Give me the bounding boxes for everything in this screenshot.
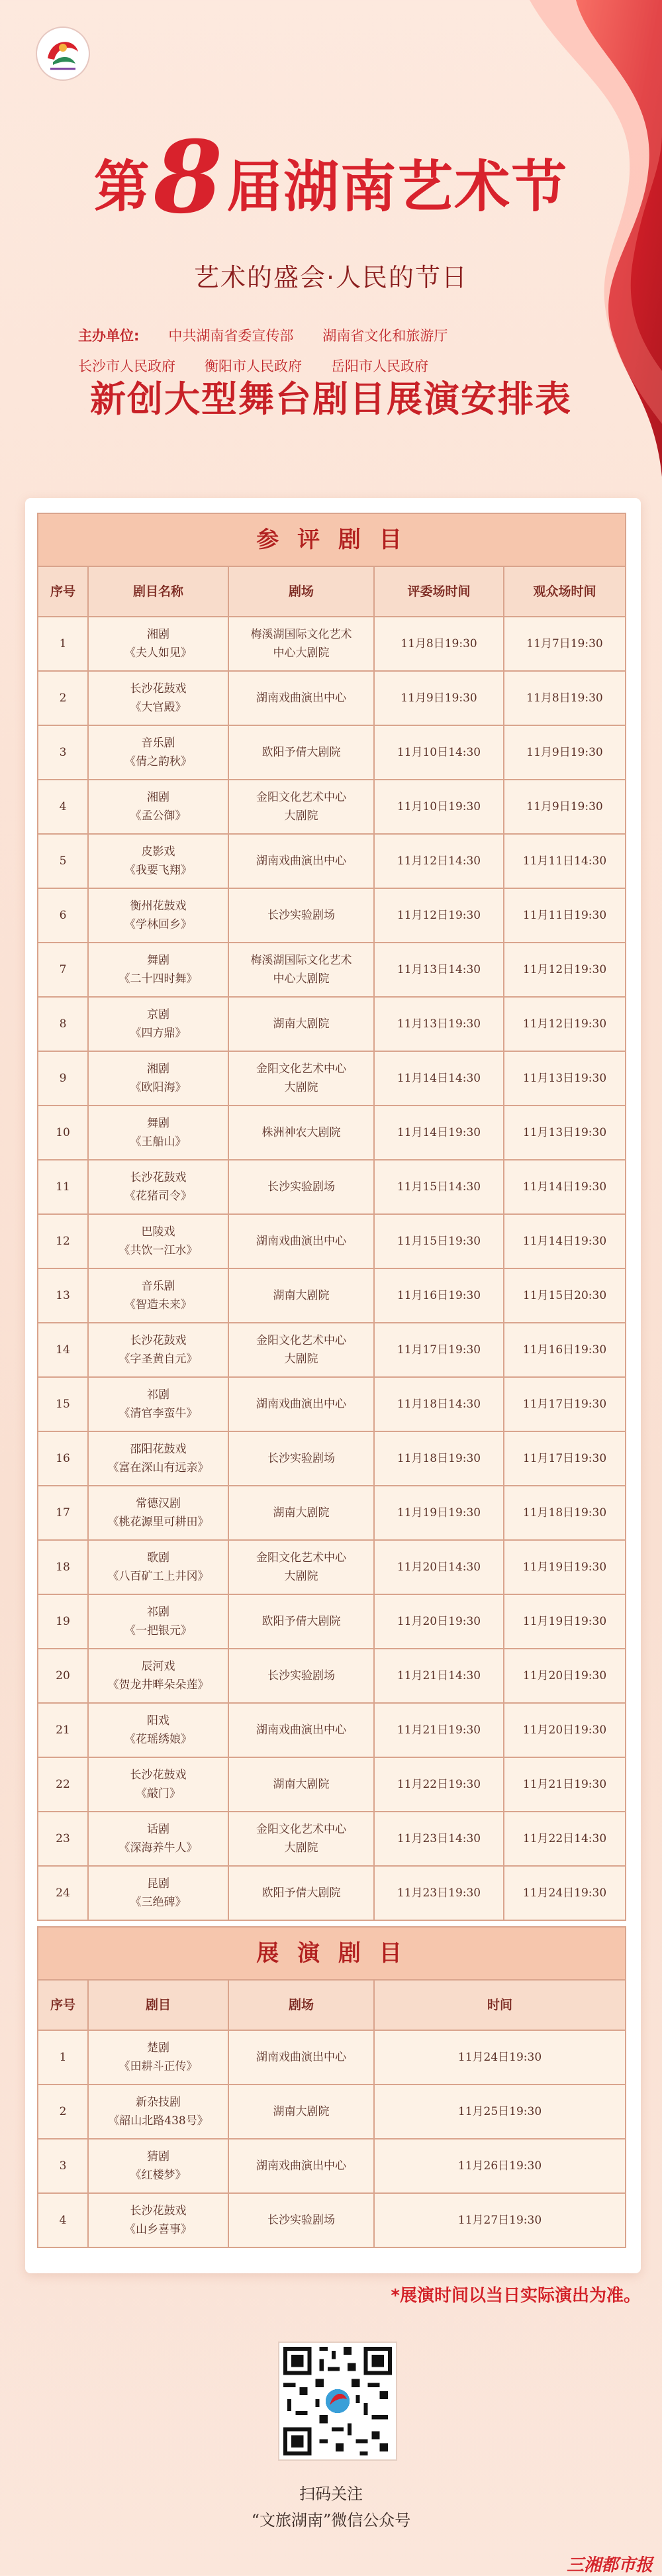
- audience-time: 11月14日19:30: [504, 1214, 626, 1268]
- judge-time: 11月8日19:30: [374, 617, 504, 671]
- audience-time: 11月9日19:30: [504, 725, 626, 780]
- row-number: 2: [38, 671, 88, 725]
- column-header: 评委场时间: [374, 566, 504, 617]
- audience-time: 11月21日19:30: [504, 1757, 626, 1812]
- audience-time: 11月18日19:30: [504, 1486, 626, 1540]
- venue-line: 中心大剧院: [273, 972, 330, 986]
- row-number: 23: [38, 1812, 88, 1866]
- play-genre: 长沙花鼓戏: [130, 2204, 187, 2218]
- venue: [228, 943, 374, 997]
- play-name: 《八百矿工上井冈》: [107, 1570, 209, 1583]
- play-title: [88, 997, 228, 1051]
- play-name: 《富在深山有远亲》: [107, 1461, 209, 1474]
- judge-time: 11月12日19:30: [374, 888, 504, 943]
- judge-time: 11月23日14:30: [374, 1812, 504, 1866]
- play-genre: 长沙花鼓戏: [130, 682, 187, 696]
- competition-section-header: [38, 513, 626, 566]
- competition-row: [38, 943, 626, 997]
- festival-slogan: 艺术的盛会·人民的节日: [193, 263, 469, 292]
- venue: [228, 1649, 374, 1703]
- competition-row: [38, 1160, 626, 1214]
- venue-line: 大剧院: [284, 809, 318, 823]
- venue-line: 长沙实验剧场: [267, 1180, 335, 1194]
- host-item: 衡阳市人民政府: [205, 358, 302, 374]
- showcase-row: [38, 2193, 626, 2247]
- play-genre: 衡州花鼓戏: [130, 900, 187, 913]
- competition-row: [38, 1268, 626, 1323]
- host-item: 长沙市人民政府: [78, 358, 175, 374]
- competition-row: [38, 780, 626, 834]
- row-number: 20: [38, 1649, 88, 1703]
- venue-line: 长沙实验剧场: [267, 1452, 335, 1465]
- judge-time: 11月9日19:30: [374, 671, 504, 725]
- audience-time: 11月19日19:30: [504, 1540, 626, 1594]
- venue-line: 欧阳予倩大剧院: [261, 1886, 341, 1900]
- audience-time: 11月16日19:30: [504, 1323, 626, 1377]
- play-genre: 猜剧: [147, 2150, 169, 2163]
- play-name: 《贺龙井畔朵朵莲》: [107, 1678, 209, 1692]
- venue: [228, 1268, 374, 1323]
- audience-time: 11月13日19:30: [504, 1106, 626, 1160]
- play-name: 《清官李蛮牛》: [118, 1407, 198, 1420]
- column-header: 剧场: [228, 566, 374, 617]
- column-header: 序号: [38, 1980, 88, 2030]
- play-title: [88, 943, 228, 997]
- play-genre: 新杂技剧: [136, 2096, 181, 2109]
- venue: [228, 1757, 374, 1812]
- play-title: [88, 1594, 228, 1649]
- play-genre: 祁剧: [147, 1388, 169, 1402]
- play-genre: 楚剧: [147, 2041, 169, 2055]
- audience-time: 11月15日20:30: [504, 1268, 626, 1323]
- play-genre: 辰河戏: [141, 1660, 175, 1673]
- row-number: 1: [38, 2030, 88, 2085]
- venue-line: 湖南大剧院: [273, 1506, 330, 1520]
- competition-row: [38, 1540, 626, 1594]
- show-time: 11月25日19:30: [374, 2085, 626, 2139]
- row-number: 4: [38, 780, 88, 834]
- play-title: [88, 1323, 228, 1377]
- competition-row: [38, 617, 626, 671]
- audience-time: 11月11日19:30: [504, 888, 626, 943]
- judge-time: 11月17日19:30: [374, 1323, 504, 1377]
- qr-code[interactable]: [278, 2342, 397, 2461]
- play-title: [88, 1703, 228, 1757]
- wechat-account-name: “文旅湖南”微信公众号: [251, 2511, 411, 2530]
- play-title: [88, 1214, 228, 1268]
- column-header: 剧目: [88, 1980, 228, 2030]
- row-number: 12: [38, 1214, 88, 1268]
- audience-time: 11月19日19:30: [504, 1594, 626, 1649]
- scan-instruction: 扫码关注: [299, 2485, 363, 2503]
- play-name: 《欧阳海》: [130, 1081, 187, 1094]
- judge-time: 11月20日19:30: [374, 1594, 504, 1649]
- audience-time: 11月12日19:30: [504, 943, 626, 997]
- play-genre: 话剧: [147, 1823, 169, 1836]
- competition-row: [38, 1377, 626, 1431]
- judge-time: 11月22日19:30: [374, 1757, 504, 1812]
- play-title: [88, 780, 228, 834]
- venue: [228, 1160, 374, 1214]
- row-number: 14: [38, 1323, 88, 1377]
- judge-time: 11月21日14:30: [374, 1649, 504, 1703]
- audience-time: 11月13日19:30: [504, 1051, 626, 1106]
- competition-row: [38, 1866, 626, 1920]
- judge-time: 11月10日14:30: [374, 725, 504, 780]
- play-title: [88, 1540, 228, 1594]
- show-time: 11月26日19:30: [374, 2139, 626, 2193]
- host-item: 湖南省文化和旅游厅: [322, 328, 448, 344]
- play-genre: 长沙花鼓戏: [130, 1769, 187, 1782]
- title-prefix: 第: [93, 154, 151, 219]
- column-header: 剧目名称: [88, 566, 228, 617]
- audience-time: 11月22日14:30: [504, 1812, 626, 1866]
- row-number: 21: [38, 1703, 88, 1757]
- venue-line: 大剧院: [284, 1570, 318, 1583]
- venue-line: 湖南大剧院: [273, 1289, 330, 1302]
- judge-time: 11月21日19:30: [374, 1703, 504, 1757]
- host-item: 岳阳市人民政府: [331, 358, 428, 374]
- competition-row: [38, 671, 626, 725]
- showcase-column-headers: [38, 1980, 626, 2030]
- venue-line: 大剧院: [284, 1081, 318, 1094]
- competition-row: [38, 1214, 626, 1268]
- row-number: 17: [38, 1486, 88, 1540]
- audience-time: 11月7日19:30: [504, 617, 626, 671]
- venue-line: 欧阳予倩大剧院: [261, 1615, 341, 1628]
- play-genre: 音乐剧: [141, 737, 175, 750]
- row-number: 13: [38, 1268, 88, 1323]
- venue: 湖南大剧院: [228, 2085, 374, 2139]
- showcase-table: [37, 1926, 626, 2248]
- showcase-section-title: 展 演 剧 目: [38, 1927, 626, 1980]
- play-genre: 邵阳花鼓戏: [130, 1443, 187, 1456]
- venue: [228, 1051, 374, 1106]
- row-number: 18: [38, 1540, 88, 1594]
- play-genre: 常德汉剧: [136, 1497, 181, 1510]
- schedule-note: *展演时间以当日实际演出为准。: [391, 2286, 641, 2306]
- venue-line: 长沙实验剧场: [267, 909, 335, 922]
- play-name: 《大官殿》: [130, 701, 187, 714]
- audience-time: 11月24日19:30: [504, 1866, 626, 1920]
- venue: [228, 997, 374, 1051]
- publisher-brand: 三湘都市报: [566, 2555, 653, 2575]
- play-name: 《学林回乡》: [124, 918, 192, 931]
- row-number: 22: [38, 1757, 88, 1812]
- audience-time: 11月12日19:30: [504, 997, 626, 1051]
- judge-time: 11月20日14:30: [374, 1540, 504, 1594]
- judge-time: 11月14日14:30: [374, 1051, 504, 1106]
- play-title: [88, 617, 228, 671]
- play-title: [88, 2139, 228, 2193]
- show-time: 11月27日19:30: [374, 2193, 626, 2247]
- row-number: 10: [38, 1106, 88, 1160]
- venue-line: 湖南戏曲演出中心: [256, 1398, 346, 1411]
- play-title: [88, 1268, 228, 1323]
- venue-line: 湖南大剧院: [273, 1017, 330, 1031]
- showcase-row: [38, 2030, 626, 2085]
- play-name: 《四方鼎》: [130, 1027, 187, 1040]
- play-name: 《敲门》: [136, 1787, 181, 1800]
- play-name: 《二十四时舞》: [118, 972, 198, 986]
- row-number: 19: [38, 1594, 88, 1649]
- competition-row: [38, 1323, 626, 1377]
- competition-row: [38, 888, 626, 943]
- play-genre: 湘剧: [147, 1062, 169, 1076]
- hosts-label: 主办单位:: [78, 328, 140, 344]
- venue-line: 湖南大剧院: [273, 1778, 330, 1791]
- play-title: [88, 1812, 228, 1866]
- play-genre: 歌剧: [147, 1551, 169, 1565]
- play-genre: 音乐剧: [141, 1280, 175, 1293]
- play-title: [88, 725, 228, 780]
- play-title: [88, 1106, 228, 1160]
- venue-line: 中心大剧院: [273, 646, 330, 660]
- play-genre: 长沙花鼓戏: [130, 1334, 187, 1347]
- venue-line: 湖南戏曲演出中心: [256, 854, 346, 868]
- competition-row: [38, 997, 626, 1051]
- audience-time: 11月17日19:30: [504, 1431, 626, 1486]
- venue: [228, 1323, 374, 1377]
- play-title: [88, 2193, 228, 2247]
- play-title: [88, 1377, 228, 1431]
- play-name: 《田耕斗正传》: [118, 2060, 198, 2073]
- audience-time: 11月17日19:30: [504, 1377, 626, 1431]
- judge-time: 11月18日14:30: [374, 1377, 504, 1431]
- row-number: 6: [38, 888, 88, 943]
- showcase-row: [38, 2085, 626, 2139]
- row-number: 15: [38, 1377, 88, 1431]
- play-genre: 京剧: [147, 1008, 169, 1021]
- row-number: 3: [38, 2139, 88, 2193]
- venue: [228, 1540, 374, 1594]
- column-header: 时间: [374, 1980, 626, 2030]
- venue: [228, 888, 374, 943]
- competition-row: [38, 1703, 626, 1757]
- venue: [228, 1703, 374, 1757]
- column-header: 序号: [38, 566, 88, 617]
- play-name: 《孟公御》: [130, 809, 187, 823]
- venue-line: 大剧院: [284, 1353, 318, 1366]
- venue: 湖南戏曲演出中心: [228, 2139, 374, 2193]
- judge-time: 11月13日19:30: [374, 997, 504, 1051]
- play-title: [88, 1160, 228, 1214]
- play-name: 《桃花源里可耕田》: [107, 1516, 209, 1529]
- venue: 湖南戏曲演出中心: [228, 2030, 374, 2085]
- venue: [228, 725, 374, 780]
- festival-title: [0, 119, 662, 236]
- play-title: [88, 1866, 228, 1920]
- competition-row: [38, 1431, 626, 1486]
- row-number: 7: [38, 943, 88, 997]
- competition-row: [38, 1486, 626, 1540]
- judge-time: 11月23日19:30: [374, 1866, 504, 1920]
- play-name: 《智造未来》: [124, 1298, 192, 1312]
- play-genre: 长沙花鼓戏: [130, 1171, 187, 1184]
- showcase-section-header: [38, 1927, 626, 1980]
- competition-row: [38, 1812, 626, 1866]
- play-genre: 阳戏: [147, 1714, 169, 1727]
- play-genre: 巴陵戏: [141, 1225, 175, 1239]
- play-genre: 皮影戏: [141, 845, 175, 858]
- play-title: [88, 671, 228, 725]
- venue-line: 金阳文化艺术中心: [256, 1551, 346, 1565]
- play-genre: 昆剧: [147, 1877, 169, 1890]
- venue-line: 金阳文化艺术中心: [256, 791, 346, 804]
- play-name: 《共饮一江水》: [118, 1244, 198, 1257]
- play-genre: 湘剧: [147, 628, 169, 641]
- row-number: 9: [38, 1051, 88, 1106]
- play-title: [88, 834, 228, 888]
- row-number: 3: [38, 725, 88, 780]
- play-name: 《王船山》: [130, 1135, 187, 1149]
- audience-time: 11月9日19:30: [504, 780, 626, 834]
- venue-line: 金阳文化艺术中心: [256, 1823, 346, 1836]
- venue: [228, 1106, 374, 1160]
- venue: [228, 1377, 374, 1431]
- audience-time: 11月20日19:30: [504, 1649, 626, 1703]
- venue: [228, 1431, 374, 1486]
- play-title: [88, 1757, 228, 1812]
- show-time: 11月24日19:30: [374, 2030, 626, 2085]
- play-name: 《花猪司令》: [124, 1190, 192, 1203]
- venue-line: 金阳文化艺术中心: [256, 1334, 346, 1347]
- play-name: 《山乡喜事》: [124, 2223, 192, 2236]
- competition-row: [38, 834, 626, 888]
- play-name: 《红楼梦》: [130, 2169, 187, 2182]
- venue: [228, 617, 374, 671]
- competition-row: [38, 1649, 626, 1703]
- audience-time: 11月8日19:30: [504, 671, 626, 725]
- audience-time: 11月11日14:30: [504, 834, 626, 888]
- judge-time: 11月13日14:30: [374, 943, 504, 997]
- judge-time: 11月15日14:30: [374, 1160, 504, 1214]
- competition-row: [38, 725, 626, 780]
- venue: [228, 671, 374, 725]
- play-genre: 湘剧: [147, 791, 169, 804]
- venue: [228, 1214, 374, 1268]
- competition-row: [38, 1106, 626, 1160]
- judge-time: 11月10日19:30: [374, 780, 504, 834]
- play-title: [88, 1649, 228, 1703]
- venue: [228, 780, 374, 834]
- audience-time: 11月14日19:30: [504, 1160, 626, 1214]
- venue-line: 金阳文化艺术中心: [256, 1062, 346, 1076]
- competition-section-title: 参 评 剧 目: [38, 513, 626, 566]
- venue: [228, 834, 374, 888]
- venue-line: 梅溪湖国际文化艺术: [250, 954, 352, 967]
- venue-line: 梅溪湖国际文化艺术: [250, 628, 352, 641]
- title-suffix: 届湖南艺术节: [226, 154, 569, 219]
- venue-line: 湖南戏曲演出中心: [256, 1235, 346, 1248]
- row-number: 1: [38, 617, 88, 671]
- play-title: [88, 2030, 228, 2085]
- column-header: 剧场: [228, 1980, 374, 2030]
- play-name: 《我要飞翔》: [124, 864, 192, 877]
- play-title: [88, 1051, 228, 1106]
- play-name: 《夫人如见》: [124, 646, 192, 660]
- row-number: 5: [38, 834, 88, 888]
- play-name: 《花瑶绣娘》: [124, 1733, 192, 1746]
- column-header: 观众场时间: [504, 566, 626, 617]
- play-genre: 舞剧: [147, 954, 169, 967]
- row-number: 2: [38, 2085, 88, 2139]
- title-number: 8: [153, 119, 224, 236]
- competition-row: [38, 1757, 626, 1812]
- row-number: 24: [38, 1866, 88, 1920]
- audience-time: 11月20日19:30: [504, 1703, 626, 1757]
- judge-time: 11月15日19:30: [374, 1214, 504, 1268]
- play-title: [88, 1431, 228, 1486]
- competition-row: [38, 1594, 626, 1649]
- play-genre: 祁剧: [147, 1606, 169, 1619]
- venue-line: 湖南戏曲演出中心: [256, 1724, 346, 1737]
- judge-time: 11月19日19:30: [374, 1486, 504, 1540]
- festival-logo: [34, 25, 91, 82]
- play-name: 《三绝碑》: [130, 1896, 187, 1909]
- venue-line: 湖南戏曲演出中心: [256, 692, 346, 705]
- venue-line: 长沙实验剧场: [267, 1669, 335, 1682]
- play-title: [88, 2085, 228, 2139]
- row-number: 8: [38, 997, 88, 1051]
- competition-row: [38, 1051, 626, 1106]
- judge-time: 11月14日19:30: [374, 1106, 504, 1160]
- play-name: 《韶山北路438号》: [108, 2114, 209, 2128]
- venue: [228, 1812, 374, 1866]
- venue: [228, 1866, 374, 1920]
- schedule-title: 新创大型舞台剧目展演安排表: [90, 378, 572, 420]
- showcase-row: [38, 2139, 626, 2193]
- host-item: 中共湖南省委宣传部: [168, 328, 294, 344]
- play-name: 《一把银元》: [124, 1624, 192, 1637]
- row-number: 4: [38, 2193, 88, 2247]
- venue: 长沙实验剧场: [228, 2193, 374, 2247]
- judge-time: 11月18日19:30: [374, 1431, 504, 1486]
- venue-line: 株洲神农大剧院: [261, 1126, 341, 1139]
- judge-time: 11月12日14:30: [374, 834, 504, 888]
- row-number: 11: [38, 1160, 88, 1214]
- venue: [228, 1486, 374, 1540]
- play-title: [88, 888, 228, 943]
- venue-line: 欧阳予倩大剧院: [261, 746, 341, 759]
- venue: [228, 1594, 374, 1649]
- competition-table: [37, 513, 626, 1921]
- play-title: [88, 1486, 228, 1540]
- competition-column-headers: [38, 566, 626, 617]
- play-name: 《深海养牛人》: [118, 1841, 198, 1855]
- play-genre: 舞剧: [147, 1117, 169, 1130]
- judge-time: 11月16日19:30: [374, 1268, 504, 1323]
- row-number: 16: [38, 1431, 88, 1486]
- play-name: 《倩之韵秋》: [124, 755, 192, 768]
- venue-line: 大剧院: [284, 1841, 318, 1855]
- play-name: 《字圣黄自元》: [118, 1353, 198, 1366]
